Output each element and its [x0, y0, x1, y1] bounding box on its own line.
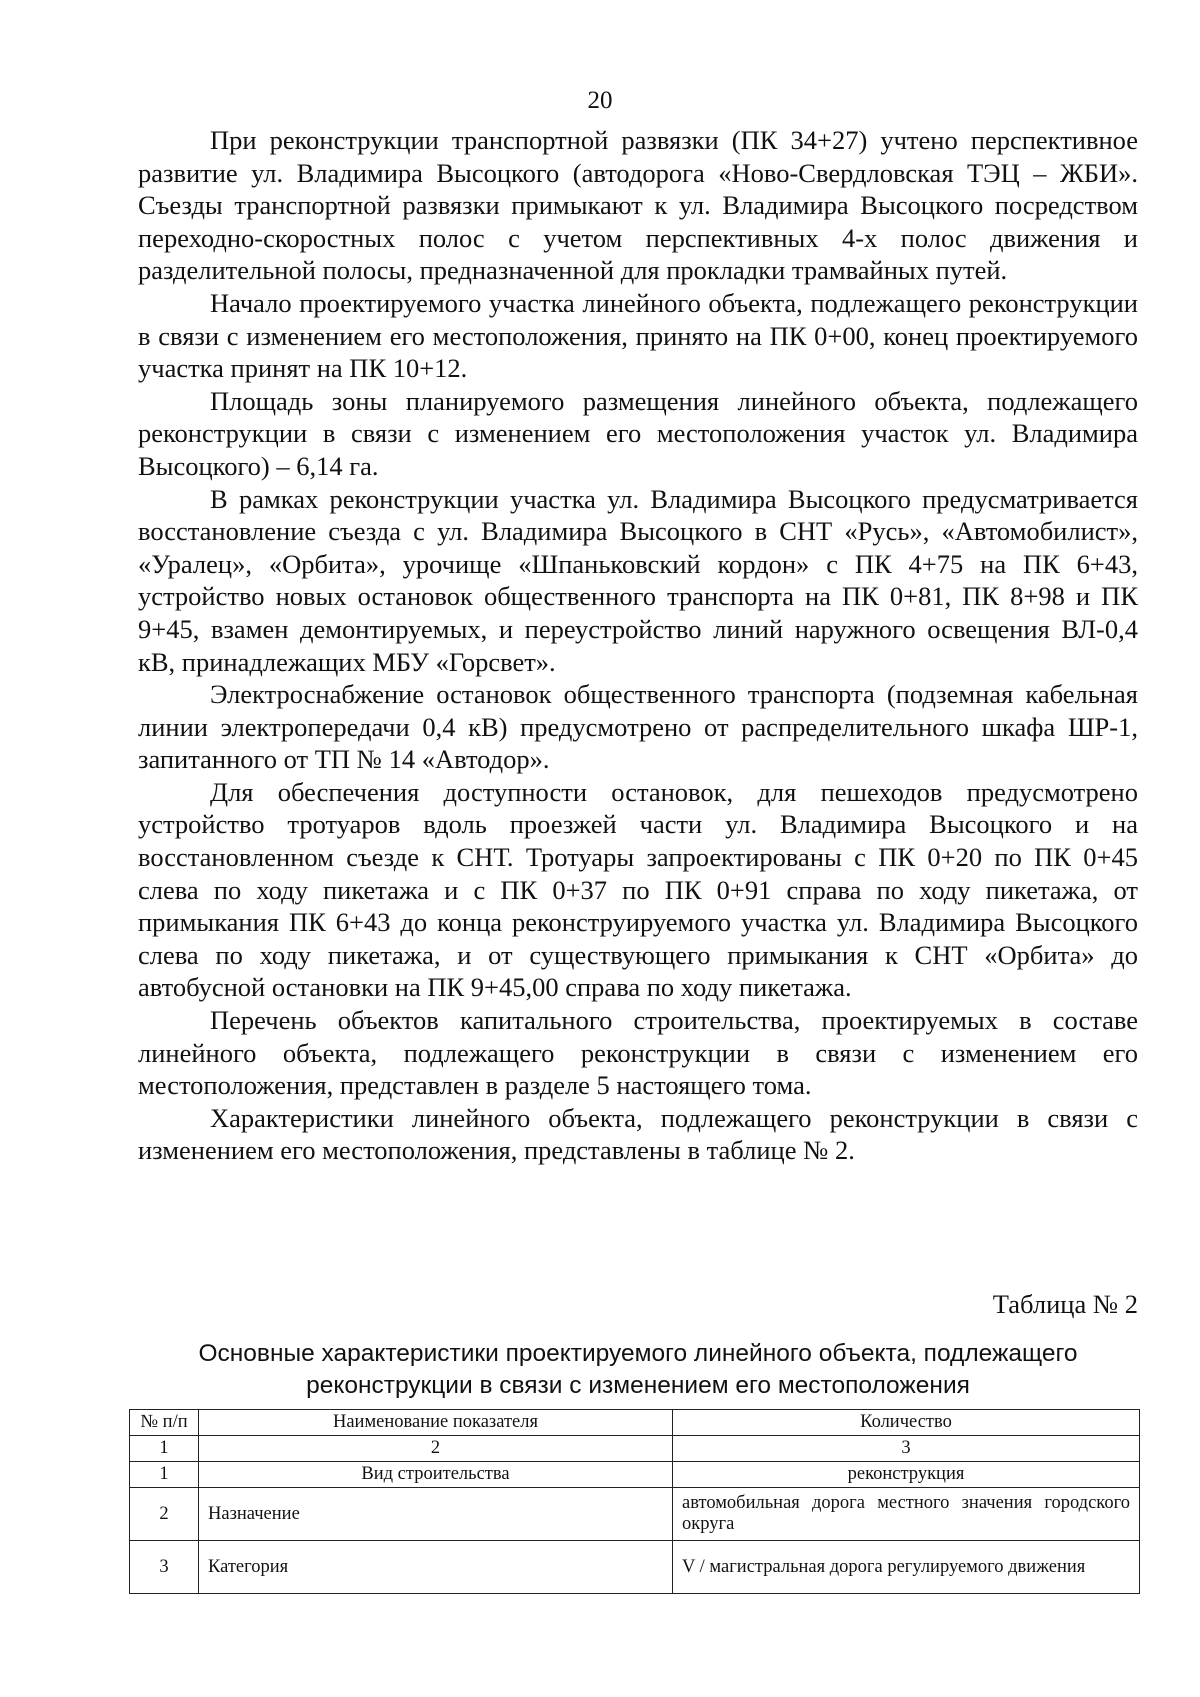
table-row	[130, 1462, 1140, 1488]
paragraph-2: Начало проектируемого участка линейного объекта, подлежащего реконструкции в связи с изменением его местоположения, принято на ПК 0+00, конец проектируемого участка принят на ПК 10+12.	[138, 287, 1138, 384]
table-row	[130, 1541, 1140, 1594]
column-number-cell: 2	[199, 1436, 673, 1462]
quantity-cell: автомобильная дорога местного значения городского округа	[673, 1488, 1140, 1541]
column-number-cell: 1	[130, 1436, 199, 1462]
paragraph-8: Характеристики линейного объекта, подлежащего реконструкции в связи с изменением его местоположения, представлены в таблице № 2.	[138, 1102, 1138, 1166]
document-body	[138, 124, 1138, 1167]
row-number-cell: 2	[130, 1488, 199, 1541]
table-number-label: Таблица № 2	[992, 1289, 1138, 1319]
paragraph-1: При реконструкции транспортной развязки (ПК 34+27) учтено перспективное развитие ул. Владимира Высоцкого (автодорога «Ново-Свердловская ТЭЦ – ЖБИ». Съезды транспортной развязки примыкают к ул. Владимира Высоцкого посредством переходно-скоростных полос с учетом перспективных 4-х полос движения и разделительной полосы, предназначенной для прокладки трамвайных путей.	[138, 125, 1138, 286]
column-number-cell: 3	[673, 1436, 1140, 1462]
table-column-number-row	[130, 1436, 1140, 1462]
table-title	[138, 1338, 1138, 1402]
characteristics-table	[129, 1409, 1140, 1594]
indicator-cell: Вид строительства	[199, 1462, 673, 1488]
paragraph-4: В рамках реконструкции участка ул. Владимира Высоцкого предусматривается восстановление съезда с ул. Владимира Высоцкого в СНТ «Русь», «Автомобилист», «Уралец», «Орбита», урочище «Шпаньковский кордон» с ПК 4+75 на ПК 6+43, устройство новых остановок общественного транспорта на ПК 0+81, ПК 8+98 и ПК 9+45, взамен демонтируемых, и переустройство линий наружного освещения ВЛ-0,4 кВ, принадлежащих МБУ «Горсвет».	[138, 483, 1138, 677]
quantity-cell: V / магистральная дорога регулируемого движения	[673, 1541, 1140, 1594]
indicator-cell: Категория	[199, 1541, 673, 1594]
paragraph-7: Перечень объектов капитального строительства, проектируемых в составе линейного объекта, подлежащего реконструкции в связи с изменением его местоположения, представлен в разделе 5 настоящего тома.	[138, 1005, 1138, 1101]
table-row	[130, 1488, 1140, 1541]
indicator-cell: Назначение	[199, 1488, 673, 1541]
header-cell-number: № п/п	[130, 1410, 199, 1436]
row-number-cell: 3	[130, 1541, 199, 1594]
paragraph-3: Площадь зоны планируемого размещения линейного объекта, подлежащего реконструкции в связи с изменением его местоположения участок ул. Владимира Высоцкого) – 6,14 га.	[138, 385, 1138, 481]
paragraph-5: Электроснабжение остановок общественного транспорта (подземная кабельная линии электропередачи 0,4 кВ) предусмотрено от распределительного шкафа ШР-1, запитанного от ТП № 14 «Автодор».	[138, 679, 1138, 775]
quantity-cell: реконструкция	[673, 1462, 1140, 1488]
table-title-line-1: Основные характеристики проектируемого линейного объекта, подлежащего	[198, 1340, 1078, 1367]
page-number: 20	[587, 87, 613, 114]
row-number-cell: 1	[130, 1462, 199, 1488]
table-title-line-2: реконструкции в связи с изменением его местоположения	[306, 1372, 970, 1399]
header-cell-quantity: Количество	[673, 1410, 1140, 1436]
paragraph-6: Для обеспечения доступности остановок, для пешеходов предусмотрено устройство тротуаров вдоль проезжей части ул. Владимира Высоцкого и на восстановленном съезде к СНТ. Тротуары запроектированы с ПК 0+20 по ПК 0+45 слева по ходу пикетажа и с ПК 0+37 по ПК 0+91 справа по ходу пикетажа, от примыкания ПК 6+43 до конца реконструируемого участка ул. Владимира Высоцкого слева по ходу пикетажа, и от существующего примыкания к СНТ «Орбита» до автобусной остановки на ПК 9+45,00 справа по ходу пикетажа.	[138, 776, 1138, 1003]
header-cell-indicator: Наименование показателя	[199, 1410, 673, 1436]
table-header-row	[130, 1410, 1140, 1436]
